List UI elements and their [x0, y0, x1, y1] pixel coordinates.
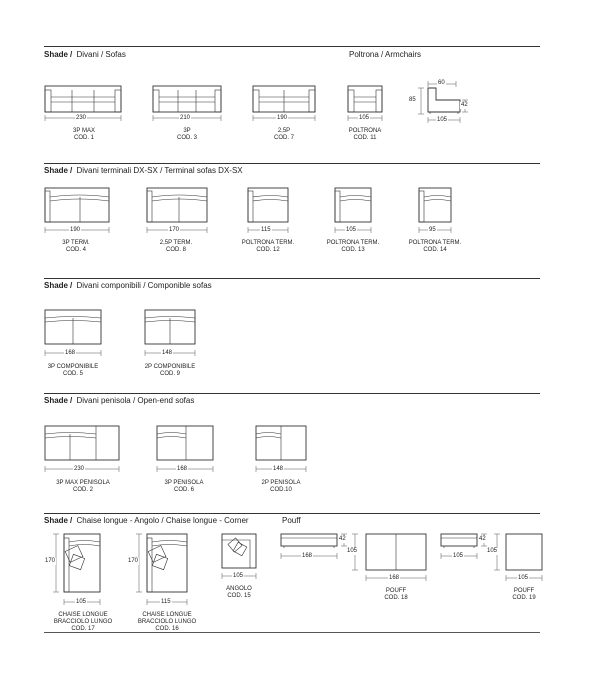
section-title: Shade / Divani penisola / Open-end sofas [44, 396, 195, 405]
depth-dimension: 105 [347, 548, 358, 554]
product-label: 3P MAX COD. 1 [73, 128, 95, 141]
product-label: 3P COMPONIBILE COD. 5 [47, 364, 99, 377]
width-dimension: 190 [277, 115, 288, 121]
bottom-divider [44, 632, 540, 633]
width-dimension: 105 [453, 553, 464, 559]
product-label: 2P PENISOLA COD.10 [261, 480, 301, 493]
depth-dimension: 60 [438, 80, 445, 86]
armchairs-heading: Poltrona / Armchairs [349, 50, 422, 59]
product-label: POLTRONA TERM. COD. 14 [408, 240, 462, 253]
width-dimension: 105 [76, 599, 87, 605]
width-dimension: 190 [70, 227, 81, 233]
height-dimension: 85 [409, 97, 416, 103]
width-dimension: 148 [273, 466, 284, 472]
width-dimension: 115 [161, 599, 171, 605]
width-dimension: 230 [74, 466, 85, 472]
brand-name: Shade [44, 50, 69, 59]
width-dimension: 105 [518, 575, 529, 581]
section-title-it: Divani [76, 50, 99, 59]
section-divider [44, 278, 540, 279]
height-dimension: 42 [479, 536, 486, 542]
product-label: POUFF COD. 18 [384, 588, 408, 601]
product-label: POLTRONA TERM. COD. 12 [241, 240, 295, 253]
section-title: Shade / Divani componibili / Componible sofas [44, 281, 212, 290]
width-dimension: 115 [261, 227, 271, 233]
width-dimension: 210 [180, 115, 191, 121]
width-dimension: 95 [429, 227, 436, 233]
section-title-en: Sofas [105, 50, 126, 59]
pouf-heading: Pouff [282, 516, 301, 525]
width-dimension: 148 [162, 350, 173, 356]
product-label: 2P COMPONIBILE COD. 9 [144, 364, 196, 377]
product-label: 3P MAX PENISOLA COD. 2 [56, 480, 110, 493]
product-label: 3P TERM. COD. 4 [62, 240, 90, 253]
width-dimension: 105 [437, 117, 448, 123]
section-divider [44, 163, 540, 164]
product-label: POLTRONA COD. 11 [348, 128, 382, 141]
product-label: 2,5P COD. 7 [273, 128, 294, 141]
width-dimension: 105 [359, 115, 370, 121]
product-label: 3P PENISOLA COD. 6 [164, 480, 204, 493]
width-dimension: 170 [169, 227, 180, 233]
section-title: Shade / Chaise longue - Angolo / Chaise longue - Corner [44, 516, 249, 525]
width-dimension: 168 [389, 575, 400, 581]
product-label: ANGOLO COD. 15 [226, 586, 252, 599]
product-label: 3P COD. 3 [176, 128, 197, 141]
depth-dimension: 170 [128, 558, 139, 564]
width-dimension: 168 [302, 553, 313, 559]
width-dimension: 105 [346, 227, 357, 233]
section-divider [44, 46, 540, 47]
depth-dimension: 170 [45, 558, 56, 564]
width-dimension: 168 [65, 350, 76, 356]
section-title: Shade / Divani / Sofas [44, 50, 126, 59]
height-dimension: 42 [339, 536, 346, 542]
seat-height-dimension: 42 [461, 102, 468, 108]
product-label: CHAISE LONGUE BRACCIOLO LUNGO COD. 17 [53, 612, 113, 632]
product-label: 2,5P TERM. COD. 8 [159, 240, 193, 253]
product-label: CHAISE LONGUE BRACCIOLO LUNGO COD. 16 [137, 612, 197, 632]
width-dimension: 230 [76, 115, 87, 121]
width-dimension: 168 [177, 466, 188, 472]
section-title: Shade / Divani terminali DX-SX / Terminal sofas DX-SX [44, 166, 243, 175]
product-label: POLTRONA TERM. COD. 13 [326, 240, 380, 253]
width-dimension: 105 [233, 573, 244, 579]
section-divider [44, 393, 540, 394]
depth-dimension: 105 [487, 548, 498, 554]
section-divider [44, 513, 540, 514]
product-label: POUFF COD. 19 [512, 588, 536, 601]
